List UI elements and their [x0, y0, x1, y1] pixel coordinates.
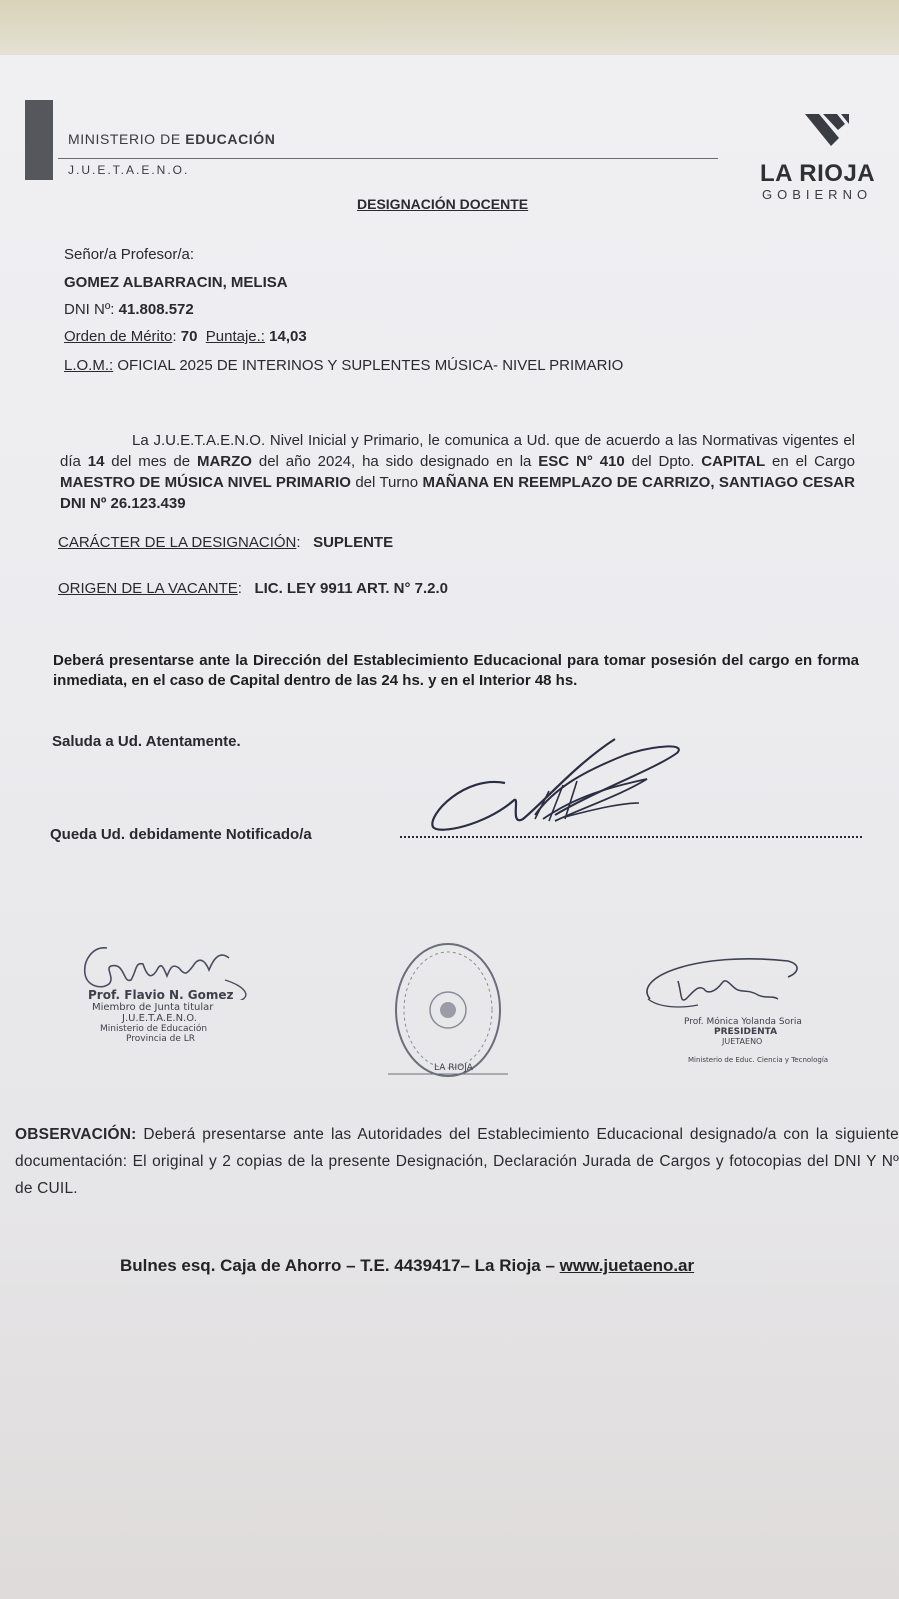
right-signer-role: PRESIDENTA	[714, 1027, 778, 1037]
observation-paragraph	[15, 1121, 899, 1202]
document-title: DESIGNACIÓN DOCENTE	[357, 196, 529, 212]
position: MAESTRO DE MÚSICA NIVEL PRIMARIO	[60, 474, 351, 491]
vacancy-value: LIC. LEY 9911 ART. N° 7.2.0	[254, 580, 449, 597]
merit-line: Orden de Mérito: 70 Puntaje.: 14,03	[64, 328, 307, 345]
vacancy-line: ORIGEN DE LA VACANTE: LIC. LEY 9911 ART. N° 7.2.0	[58, 580, 449, 597]
score-value: 14,03	[269, 328, 307, 345]
notified-label: Queda Ud. debidamente Notificado/a	[50, 826, 312, 843]
designation-paragraph: La J.U.E.T.A.E.N.O. Nivel Inicial y Primario, le comunica a Ud. que de acuerdo a las Normativas vigentes el día 14 del mes de MARZO del año 2024, ha sido designado en la ESC N° 410 del Dpto. CAPITAL en el Cargo MAESTRO DE MÚSICA NIVEL PRIMARIO del Turno MAÑANA EN REEMPLAZO DE CARRIZO, SANTIAGO CESAR DNI Nº 26.123.439	[60, 432, 855, 512]
school: ESC N° 410	[538, 453, 625, 470]
recipient-signature	[425, 735, 710, 850]
salutation: Señor/a Profesor/a:	[64, 246, 195, 263]
left-signer-role: Miembro de Junta titular	[92, 1002, 214, 1013]
dni-value: 41.808.572	[118, 301, 194, 318]
merit-value: 70	[180, 328, 198, 345]
header-rule	[58, 158, 718, 159]
left-signer-ministry: Ministerio de Educación	[100, 1024, 208, 1034]
la-rioja-logo-icon	[805, 112, 853, 152]
logo-subtitle: GOBIERNO	[762, 187, 873, 202]
left-signer-province: Provincia de LR	[126, 1034, 196, 1044]
greeting: Saluda a Ud. Atentamente.	[52, 733, 241, 750]
character-line: CARÁCTER DE LA DESIGNACIÓN: SUPLENTE	[58, 534, 394, 551]
observation-text: Deberá presentarse ante las Autoridades del Establecimiento Educacional designado/a con la siguiente documentación: El original y 2 copias de la presente Designación, Declaración Jurada de Cargos y fotocopias del DNI Y Nº de CUIL.	[15, 1126, 899, 1197]
lom-value: OFICIAL 2025 DE INTERINOS Y SUPLENTES MÚSICA- NIVEL PRIMARIO	[117, 357, 624, 374]
right-signer-org: JUETAENO	[722, 1037, 763, 1046]
footer-contact: Bulnes esq. Caja de Ahorro – T.E. 4439417– La Rioja – www.juetaeno.ar	[120, 1256, 695, 1275]
header-side-bar	[25, 100, 53, 180]
right-signer-name: Prof. Mónica Yolanda Soria	[684, 1017, 802, 1027]
right-signature	[638, 955, 808, 1025]
replacement: EN REEMPLAZO DE CARRIZO, SANTIAGO CESAR DNI Nº 26.123.439	[60, 474, 855, 512]
right-signer-ministry: Ministerio de Educ. Ciencia y Tecnología	[688, 1056, 829, 1064]
character-label: CARÁCTER DE LA DESIGNACIÓN	[58, 534, 297, 551]
score-label: Puntaje.:	[205, 328, 265, 345]
official-seal	[388, 940, 508, 1080]
ministry-label: MINISTERIO DE EDUCACIÓN	[68, 131, 276, 147]
lom-line	[64, 357, 623, 374]
merit-label: Orden de Mérito	[64, 328, 173, 345]
dni-label: DNI Nº:	[64, 301, 115, 318]
agency-acronym: J.U.E.T.A.E.N.O.	[68, 163, 190, 177]
lom-label: L.O.M.:	[64, 357, 114, 374]
character-value: SUPLENTE	[313, 534, 394, 551]
logo-name: LA RIOJA	[760, 160, 876, 187]
vacancy-label: ORIGEN DE LA VACANTE	[58, 580, 238, 597]
instruction-paragraph: Deberá presentarse ante la Dirección del Establecimiento Educacional para tomar posesión del cargo en forma inmediata, en el caso de Capital dentro de las 24 hs. y en el Interior 48 hs.	[53, 652, 859, 689]
left-signer-org: J.U.E.T.A.E.N.O.	[122, 1013, 197, 1024]
observation-label: OBSERVACIÓN:	[15, 1126, 137, 1143]
left-signer-name: Prof. Flavio N. Gomez	[88, 988, 234, 1002]
dni-line	[64, 301, 194, 318]
website-link[interactable]: www.juetaeno.ar	[559, 1256, 695, 1275]
recipient-name: GOMEZ ALBARRACIN, MELISA	[64, 274, 288, 291]
seal-text: LA RIOJA	[434, 1063, 473, 1073]
